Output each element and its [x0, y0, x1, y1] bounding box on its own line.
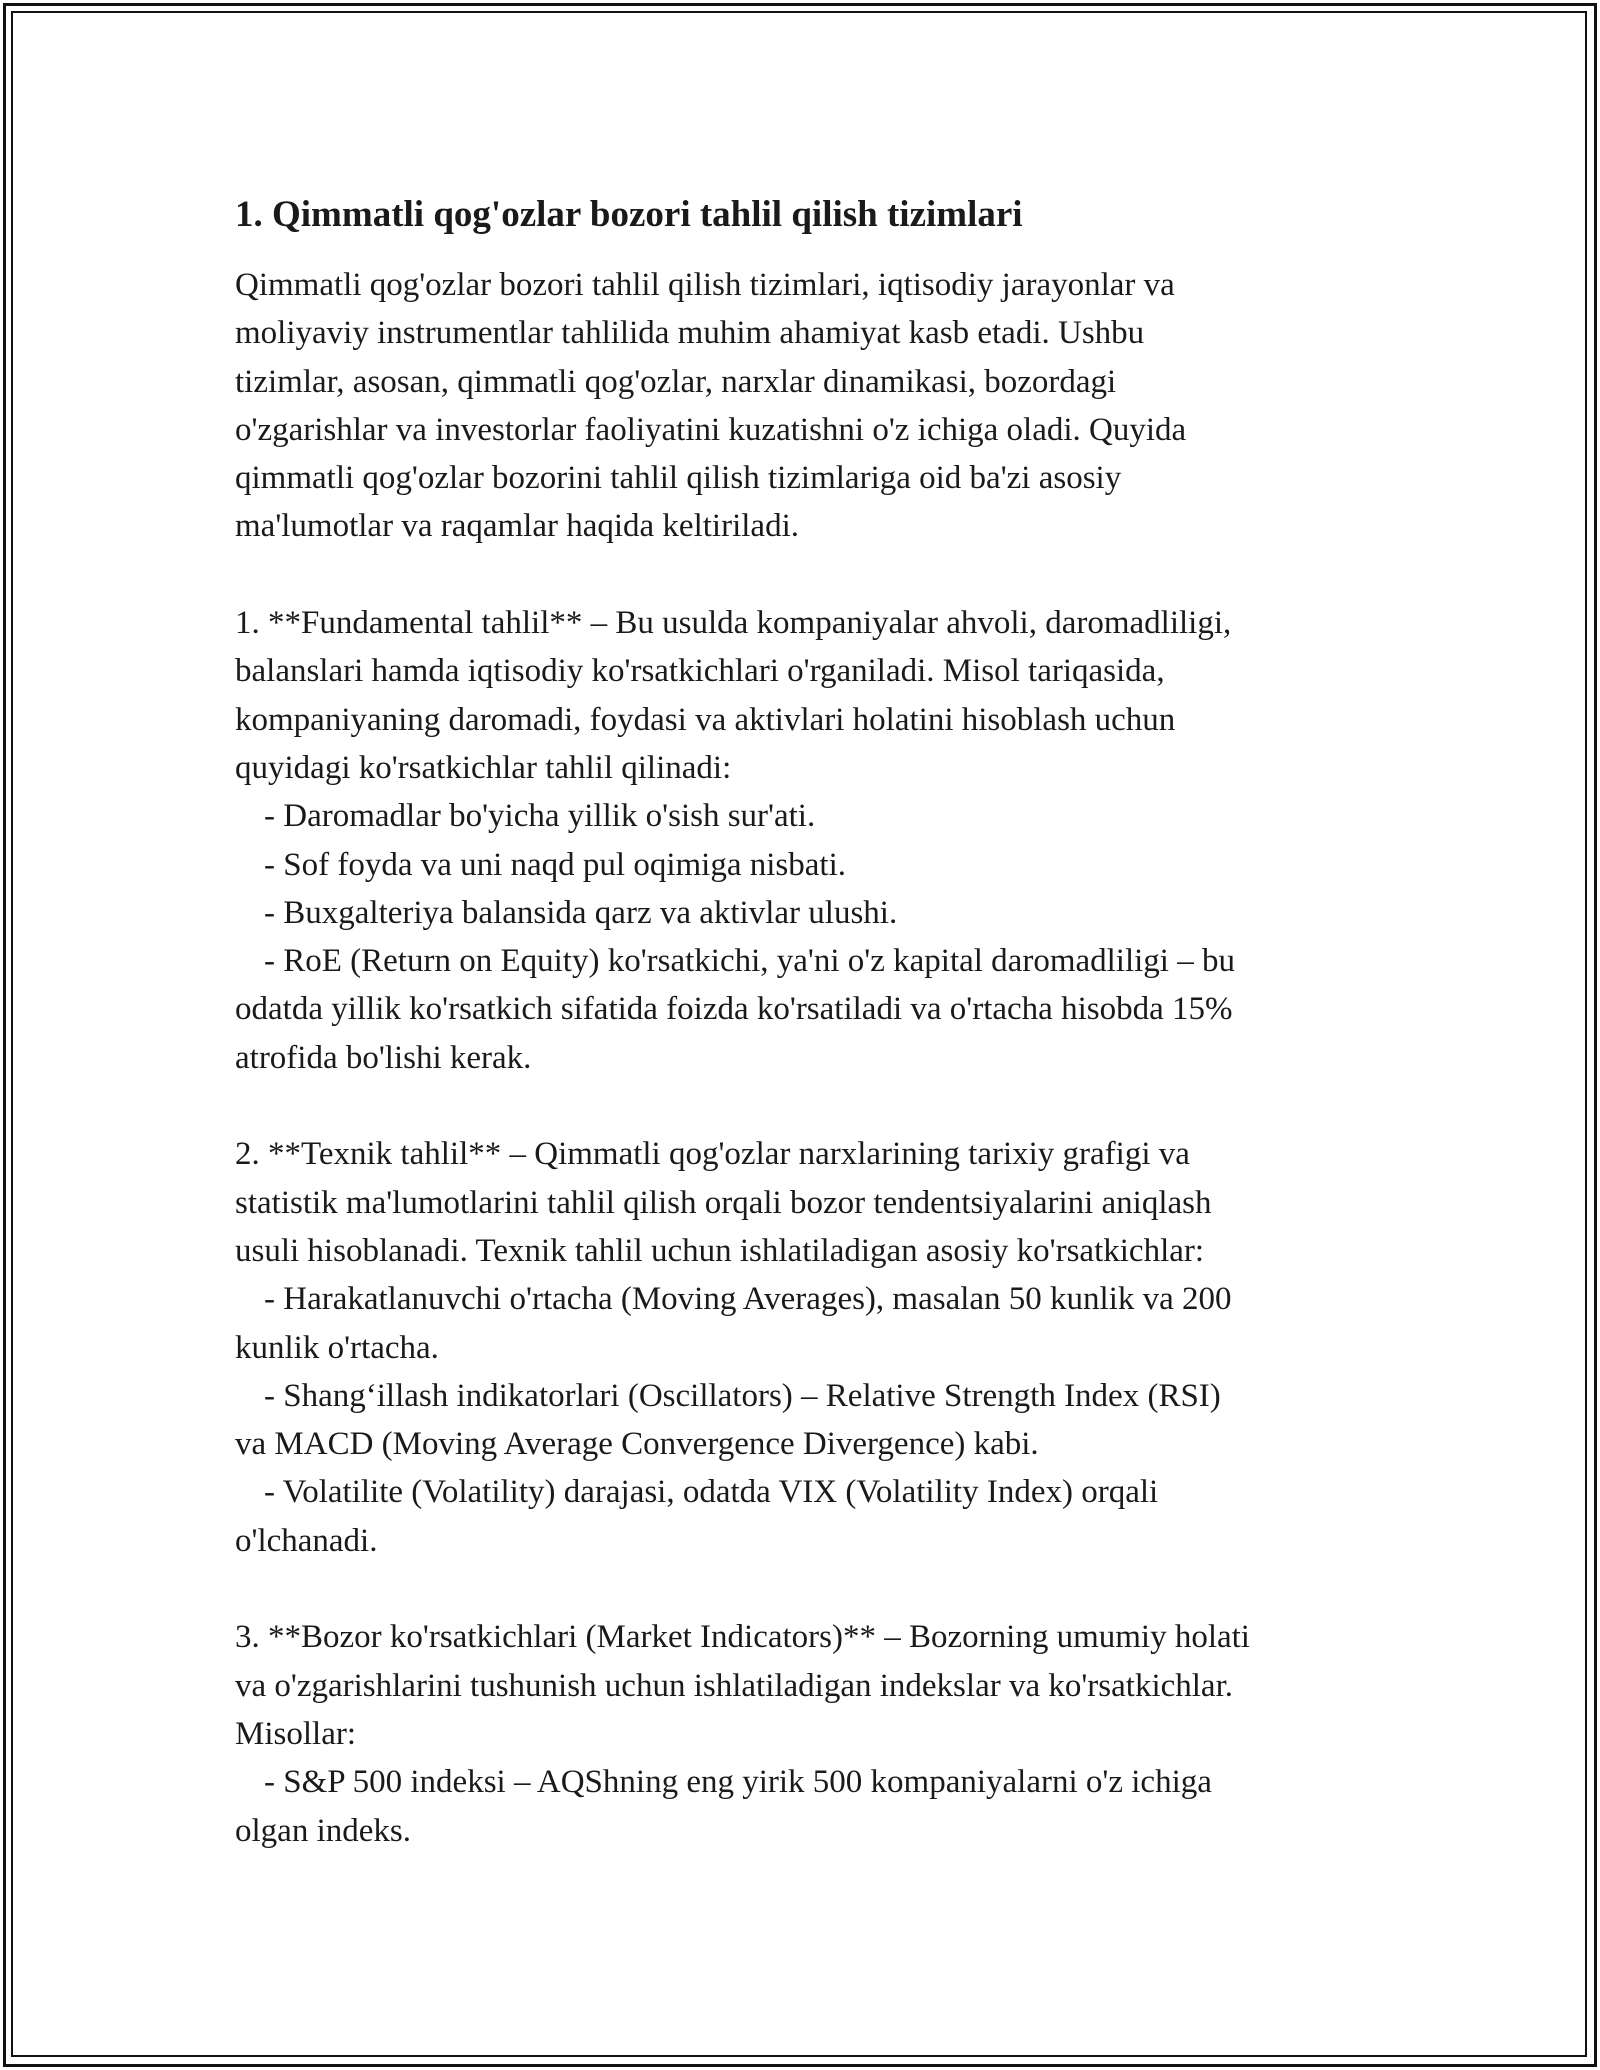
- text-line: usuli hisoblanadi. Texnik tahlil uchun ishlatiladigan asosiy ko'rsatkichlar:: [235, 1232, 1205, 1269]
- bullet-item: - S&P 500 indeksi – AQShning eng yirik 500 kompaniyalarni o'z ichiga: [264, 1764, 1212, 1801]
- text-line: 3. **Bozor ko'rsatkichlari (Market Indicators)** – Bozorning umumiy holati: [235, 1619, 1250, 1656]
- fundamental-section: [235, 599, 1385, 1082]
- text-line: o'zgarishlar va investorlar faoliyatini kuzatishni o'z ichiga oladi. Quyida: [235, 411, 1187, 448]
- text-line: va o'zgarishlarini tushunish uchun ishlatiladigan indekslar va ko'rsatkichlar.: [235, 1667, 1233, 1704]
- text-line: va MACD (Moving Average Convergence Divergence) kabi.: [235, 1426, 1039, 1463]
- text-line: olgan indeks.: [235, 1812, 411, 1849]
- paragraph-gap: [235, 1565, 1385, 1613]
- bozor-section: [235, 1613, 1385, 1854]
- text-line: ma'lumotlar va raqamlar haqida keltiriladi.: [235, 508, 799, 545]
- text-line: odatda yillik ko'rsatkich sifatida foizda ko'rsatiladi va o'rtacha hisobda 15%: [235, 991, 1233, 1028]
- bullet-item: - RoE (Return on Equity) ko'rsatkichi, ya'ni o'z kapital daromadliligi – bu: [264, 943, 1235, 980]
- bullet-item: - Buxgalteriya balansida qarz va aktivlar ulushi.: [264, 894, 898, 931]
- text-line: balanslari hamda iqtisodiy ko'rsatkichlari o'rganiladi. Misol tariqasida,: [235, 653, 1165, 690]
- text-line: kunlik o'rtacha.: [235, 1329, 439, 1366]
- bullet-item: - Daromadlar bo'yicha yillik o'sish sur'ati.: [264, 798, 816, 835]
- document-title: 1. Qimmatli qog'ozlar bozori tahlil qilish tizimlari: [235, 194, 1023, 235]
- text-line: moliyaviy instrumentlar tahlilida muhim ahamiyat kasb etadi. Ushbu: [235, 315, 1145, 352]
- text-line: kompaniyaning daromadi, foydasi va aktivlari holatini hisoblash uchun: [235, 701, 1176, 738]
- bullet-item: - Harakatlanuvchi o'rtacha (Moving Averages), masalan 50 kunlik va 200: [264, 1281, 1232, 1318]
- text-line: quyidagi ko'rsatkichlar tahlil qilinadi:: [235, 749, 732, 786]
- bullet-item: - Volatilite (Volatility) darajasi, odatda VIX (Volatility Index) orqali: [264, 1474, 1159, 1511]
- intro-paragraph: [235, 261, 1385, 551]
- text-line: o'lchanadi.: [235, 1522, 378, 1559]
- texnik-section: [235, 1130, 1385, 1565]
- text-line: Misollar:: [235, 1715, 356, 1752]
- bullet-item: - Shang‘illash indikatorlari (Oscillators) – Relative Strength Index (RSI): [264, 1377, 1221, 1414]
- paragraph-gap: [235, 551, 1385, 599]
- text-line: 2. **Texnik tahlil** – Qimmatli qog'ozlar narxlarining tarixiy grafigi va: [235, 1136, 1190, 1173]
- text-line: statistik ma'lumotlarini tahlil qilish orqali bozor tendentsiyalarini aniqlash: [235, 1184, 1212, 1221]
- text-line: qimmatli qog'ozlar bozorini tahlil qilish tizimlariga oid ba'zi asosiy: [235, 460, 1122, 497]
- text-line: tizimlar, asosan, qimmatli qog'ozlar, narxlar dinamikasi, bozordagi: [235, 363, 1117, 400]
- bullet-item: - Sof foyda va uni naqd pul oqimiga nisbati.: [264, 846, 846, 883]
- text-line: atrofida bo'lishi kerak.: [235, 1039, 532, 1076]
- text-line: 1. **Fundamental tahlil** – Bu usulda kompaniyalar ahvoli, daromadliligi,: [235, 605, 1232, 642]
- paragraph-gap: [235, 1082, 1385, 1130]
- document-page: [235, 185, 1385, 1855]
- text-line: Qimmatli qog'ozlar bozori tahlil qilish tizimlari, iqtisodiy jarayonlar va: [235, 267, 1175, 303]
